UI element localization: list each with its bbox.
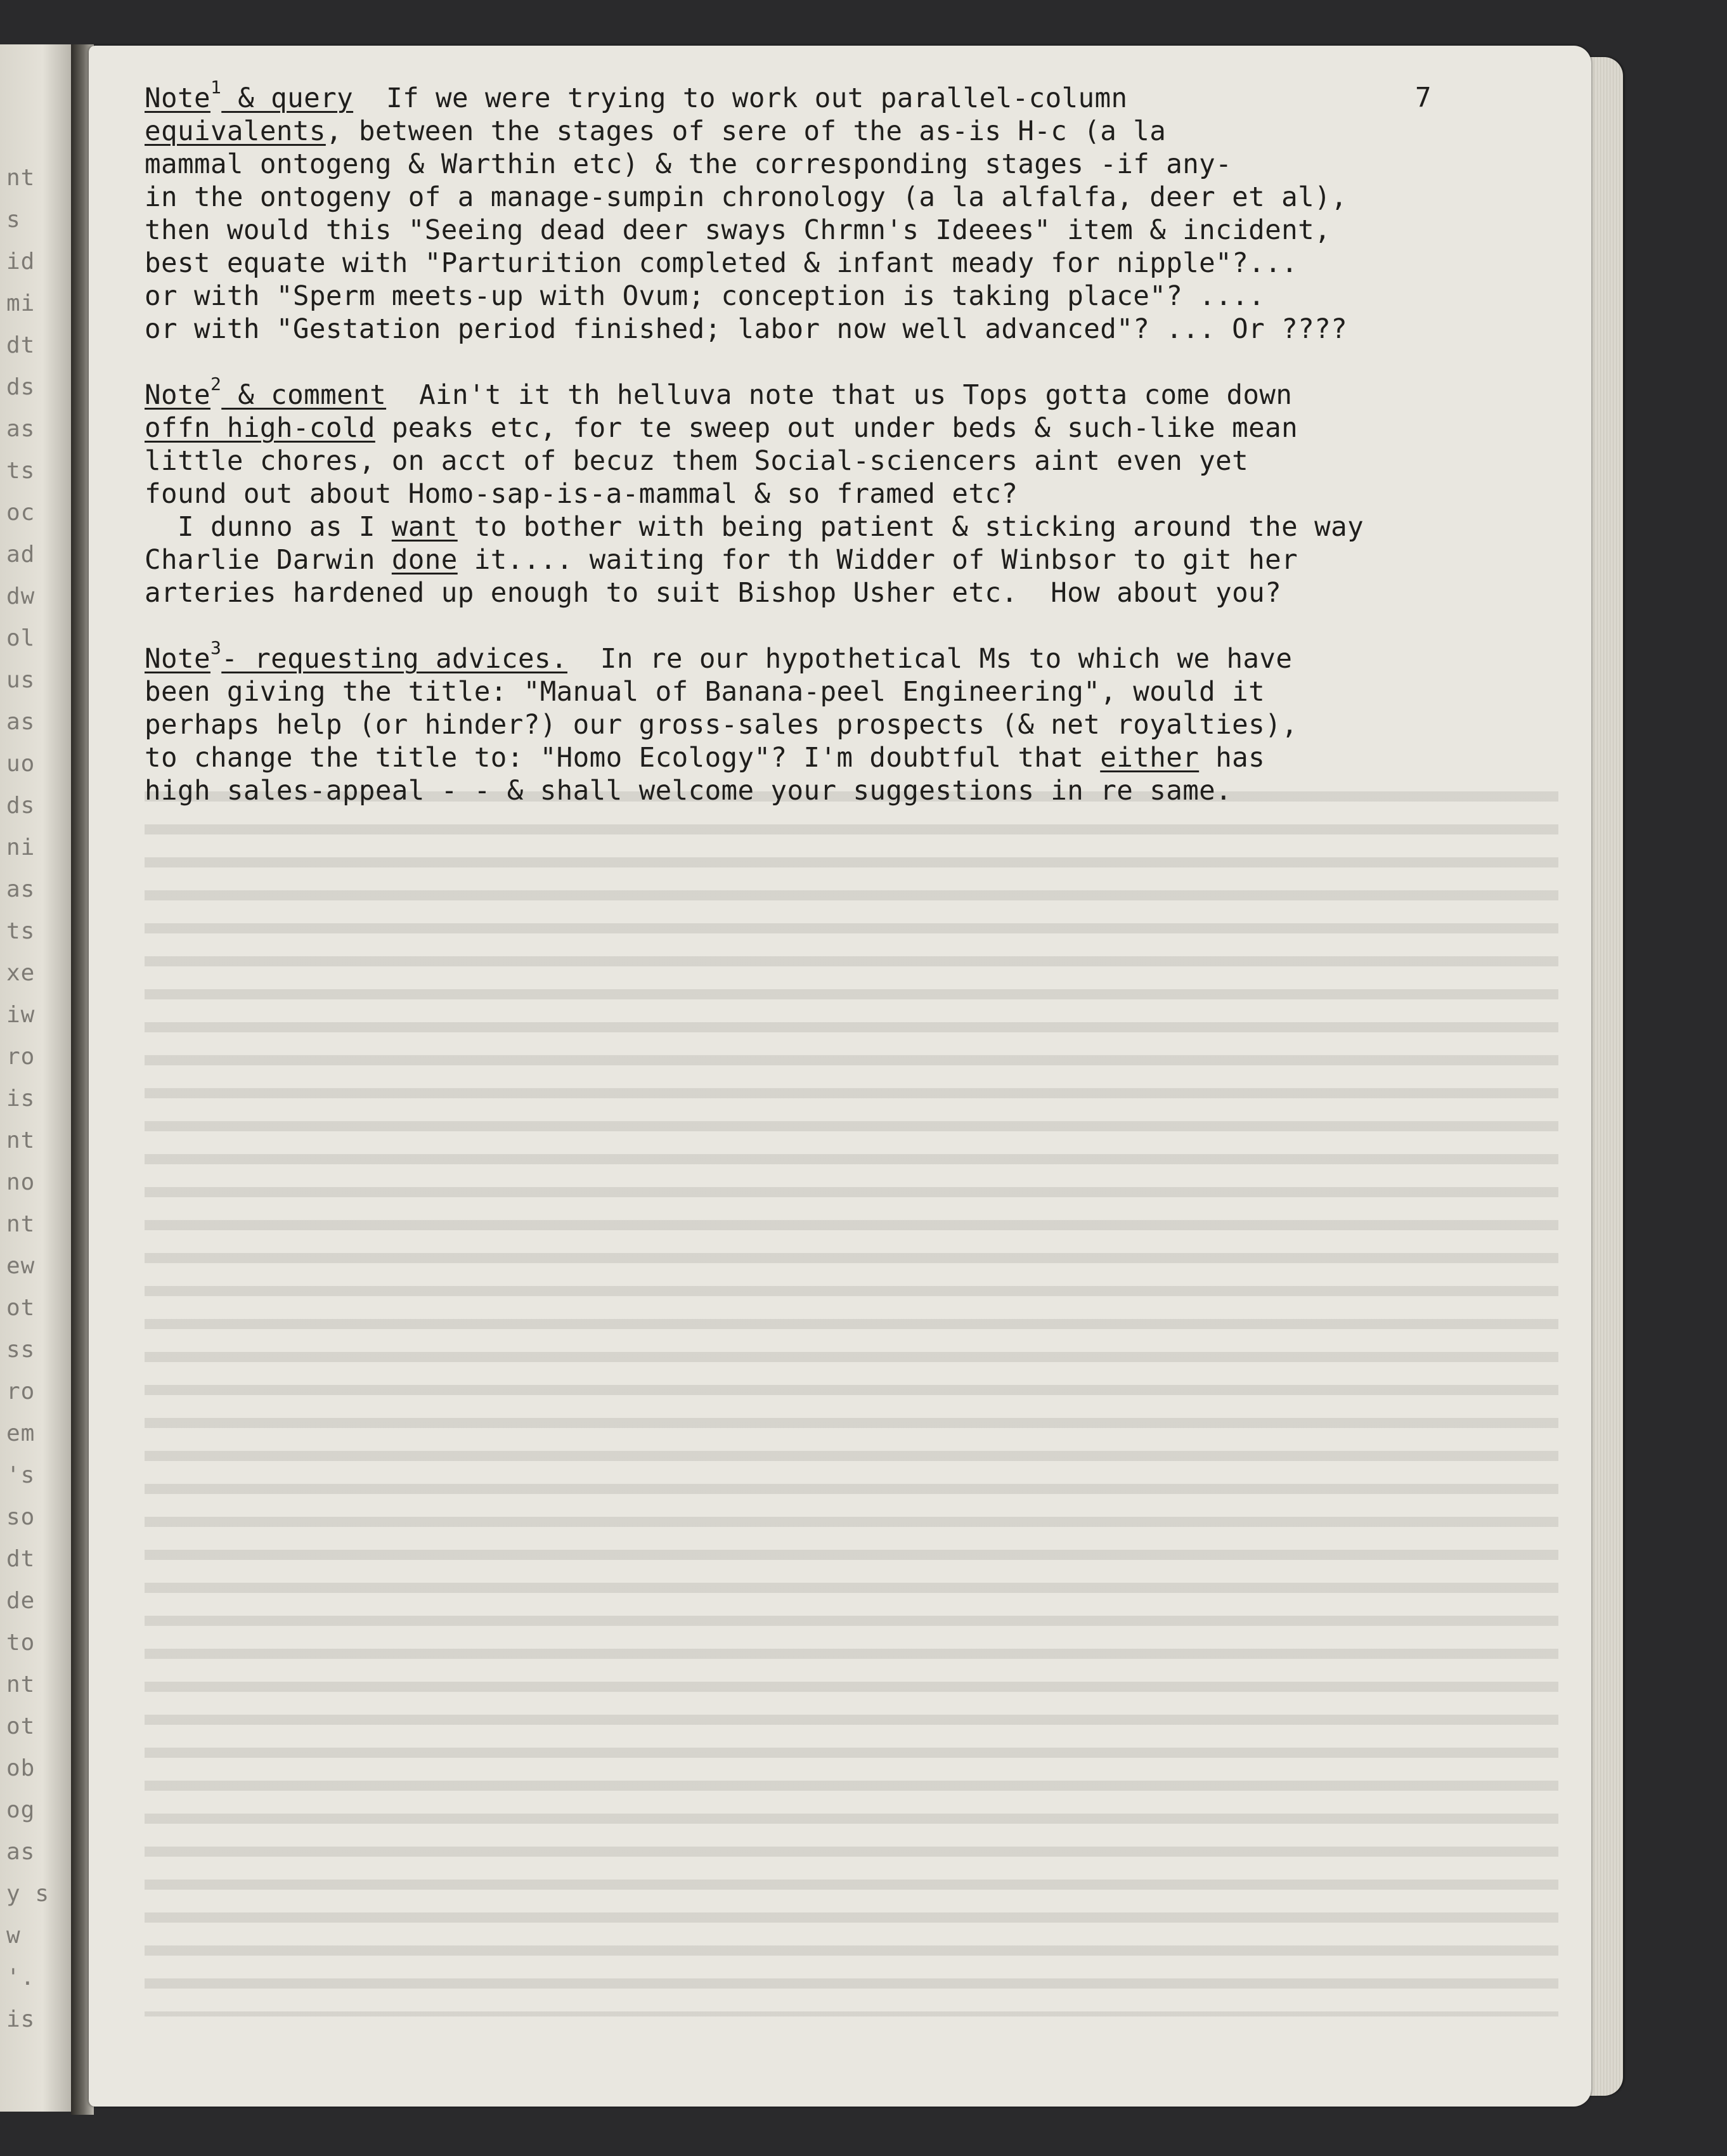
facing-page-fragment: oc — [6, 500, 36, 526]
text-run: has — [1199, 743, 1265, 774]
facing-page-fragment: y s — [6, 1881, 50, 1907]
facing-page-fragment: ad — [6, 542, 36, 568]
facing-page-fragment: ew — [6, 1253, 36, 1279]
text-line — [145, 709, 1571, 742]
facing-page-fragment: mi — [6, 290, 36, 316]
text-line — [145, 445, 1571, 478]
facing-page-fragment: xe — [6, 960, 36, 986]
text-run: I dunno as I — [145, 512, 392, 543]
text-line — [145, 148, 1571, 181]
underlined-text: & query — [221, 83, 354, 114]
facing-page-fragment: as — [6, 876, 36, 902]
text-line — [145, 577, 1571, 610]
text-run: to bother with being patient & sticking around the way — [457, 512, 1364, 543]
underlined-text: done — [391, 545, 458, 576]
underlined-text: & comment — [221, 380, 387, 411]
footnote-marker: 1 — [210, 77, 222, 98]
facing-page-fragment: ot — [6, 1295, 36, 1321]
footnote-marker: 2 — [210, 373, 222, 394]
facing-page-fragment: 's — [6, 1462, 36, 1488]
facing-page-fragment: nt — [6, 1672, 36, 1698]
facing-page-fragment: iw — [6, 1002, 36, 1028]
text-line — [145, 637, 1571, 676]
facing-page-fragment: nt — [6, 1211, 36, 1237]
facing-page-fragment: as — [6, 416, 36, 442]
text-run: or with "Gestation period finished; labor now well advanced"? ... Or ???? — [145, 314, 1348, 345]
text-line — [145, 181, 1571, 214]
facing-page-fragment: ts — [6, 918, 36, 944]
facing-page-fragment: og — [6, 1797, 36, 1823]
facing-page-fragment: is — [6, 1086, 36, 1112]
footnote-marker: 3 — [210, 637, 222, 658]
text-run: peaks etc, for te sweep out under beds & such-like mean — [375, 413, 1298, 444]
note-2 — [145, 373, 1571, 610]
facing-page-fragment: as — [6, 709, 36, 735]
text-line — [145, 544, 1571, 577]
note-1 — [145, 77, 1571, 346]
text-run: little chores, on acct of becuz them Social-sciencers aint even yet — [145, 446, 1249, 477]
text-run: , between the stages of sere of the as-is H-c (a la — [325, 116, 1167, 147]
text-line — [145, 313, 1571, 346]
text-run: Ain't it th helluva note that us Tops gotta come down — [386, 380, 1293, 411]
facing-page-fragment: dt — [6, 332, 36, 358]
facing-page-fragment: ob — [6, 1755, 36, 1781]
facing-page-fragment: ol — [6, 625, 36, 651]
facing-page-fragment: to — [6, 1630, 36, 1656]
underlined-text: offn high-cold — [145, 413, 375, 444]
facing-page-fragment: de — [6, 1588, 36, 1614]
facing-page-fragment: ot — [6, 1713, 36, 1739]
facing-page-edge — [0, 44, 71, 2112]
text-line — [145, 478, 1571, 511]
facing-page-fragment: ds — [6, 793, 36, 819]
facing-page-fragment: no — [6, 1169, 36, 1195]
text-run: arteries hardened up enough to suit Bishop Usher etc. How about you? — [145, 578, 1282, 609]
text-line — [145, 676, 1571, 709]
page-number: 7 — [1415, 82, 1432, 114]
facing-page-fragment: ts — [6, 458, 36, 484]
underlined-text: Note — [145, 83, 210, 114]
text-line — [145, 280, 1571, 313]
text-line — [145, 742, 1571, 775]
facing-page-fragment: w — [6, 1923, 21, 1949]
facing-page-fragment: s — [6, 207, 21, 233]
notes-body — [145, 77, 1571, 841]
facing-page-fragment: nt — [6, 165, 36, 191]
facing-page-fragment: '. — [6, 1964, 36, 1990]
text-run: found out about Homo-sap-is-a-mammal & so framed etc? — [145, 479, 1018, 510]
text-line — [145, 247, 1571, 280]
underlined-text: - requesting advices. — [221, 644, 567, 675]
underlined-text: equivalents — [145, 116, 326, 147]
facing-page-fragment: ni — [6, 834, 36, 860]
text-run: high sales-appeal - - & shall welcome your suggestions in re same. — [145, 776, 1232, 807]
text-run: it.... waiting for th Widder of Winbsor to git her — [457, 545, 1298, 576]
facing-page-fragment: nt — [6, 1127, 36, 1153]
underlined-text: want — [391, 512, 458, 543]
facing-page-fragment: us — [6, 667, 36, 693]
text-run: best equate with "Parturition completed & infant meady for nipple"?... — [145, 248, 1298, 279]
facing-page-fragment: so — [6, 1504, 36, 1530]
text-run: in the ontogeny of a manage-sumpin chronology (a la alfalfa, deer et al), — [145, 182, 1348, 213]
text-line — [145, 214, 1571, 247]
facing-page-fragment: uo — [6, 751, 36, 777]
bleed-through-text — [145, 780, 1558, 2016]
text-run: to change the title to: "Homo Ecology"? I'm doubtful that — [145, 743, 1101, 774]
text-run: In re our hypothetical Ms to which we have — [567, 644, 1293, 675]
text-line — [145, 115, 1571, 148]
facing-page-fragment: id — [6, 249, 36, 275]
text-run: If we were trying to work out parallel-column — [353, 83, 1128, 114]
facing-page-fragment: ss — [6, 1337, 36, 1363]
text-run: perhaps help (or hinder?) our gross-sales prospects (& net royalties), — [145, 710, 1298, 741]
facing-page-fragment: dt — [6, 1546, 36, 1572]
text-run: Charlie Darwin — [145, 545, 392, 576]
text-run: been giving the title: "Manual of Banana-peel Engineering", would it — [145, 677, 1265, 708]
text-line — [145, 775, 1571, 808]
facing-page-fragment: em — [6, 1420, 36, 1446]
underlined-text: either — [1100, 743, 1200, 774]
facing-page-fragment: ds — [6, 374, 36, 400]
text-run: or with "Sperm meets-up with Ovum; conception is taking place"? .... — [145, 281, 1265, 312]
text-run: then would this "Seeing dead deer sways Chrmn's Ideees" item & incident, — [145, 215, 1331, 246]
note-3 — [145, 637, 1571, 808]
text-line — [145, 412, 1571, 445]
text-line — [145, 511, 1571, 544]
facing-page-fragment: ro — [6, 1379, 36, 1405]
facing-page-fragment: as — [6, 1839, 36, 1865]
text-line — [145, 373, 1571, 412]
facing-page-fragment: is — [6, 2006, 36, 2032]
underlined-text: Note — [145, 644, 210, 675]
underlined-text: Note — [145, 380, 210, 411]
facing-page-fragment: dw — [6, 583, 36, 609]
text-run: mammal ontogeng & Warthin etc) & the corresponding stages -if any- — [145, 149, 1232, 180]
text-line — [145, 77, 1571, 115]
facing-page-fragment: ro — [6, 1044, 36, 1070]
